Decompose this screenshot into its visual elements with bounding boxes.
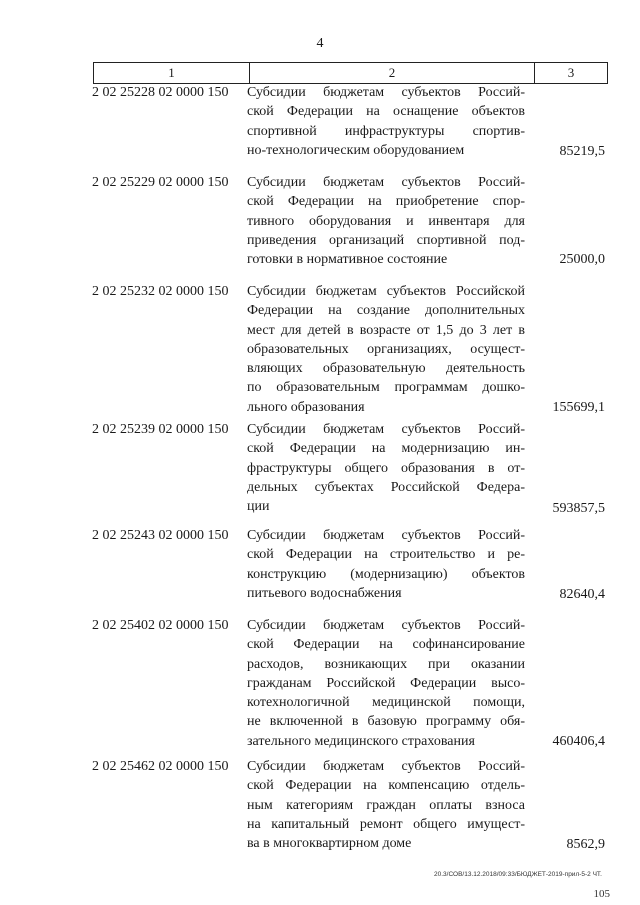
- description-line: вляющих образовательную деятельность: [247, 361, 525, 377]
- description-line: фраструктуры общего образования в от-: [247, 460, 525, 476]
- description-line: ской Федерации на компенсацию отдель-: [247, 778, 525, 794]
- description-line: ным категориям граждан оплаты взноса: [247, 797, 525, 813]
- budget-code: 2 02 25239 02 0000 150: [92, 422, 229, 437]
- table-header: [93, 62, 608, 84]
- header-col-3: 3: [567, 65, 575, 80]
- corner-page-mark: 105: [593, 888, 610, 900]
- description-line: Субсидии бюджетам субъектов Российской: [247, 284, 525, 299]
- description-line: приведения организаций спортивной под-: [247, 232, 525, 248]
- description-line: конструкцию (модернизацию) объектов: [247, 566, 525, 582]
- description-line: ции: [247, 499, 270, 515]
- description-line: ской Федерации на софинансирование: [247, 637, 525, 653]
- row-description: [247, 83, 525, 160]
- description-line: образовательных организациях, осущест-: [247, 341, 525, 357]
- description-line: зательного медицинского страхования: [247, 733, 475, 749]
- row-description: [247, 757, 525, 853]
- description-line: не включенной в базовую программу обя-: [247, 714, 525, 730]
- description-line: Федерации на создание дополнительных: [247, 303, 525, 319]
- budget-code: 2 02 25228 02 0000 150: [92, 85, 229, 100]
- budget-code: 2 02 25462 02 0000 150: [92, 759, 229, 774]
- row-description: [247, 526, 525, 603]
- budget-code: 2 02 25229 02 0000 150: [92, 175, 229, 190]
- description-line: но-технологическим оборудованием: [247, 142, 465, 158]
- description-line: по образовательным программам дошко-: [247, 380, 525, 396]
- amount: 25000,0: [559, 252, 605, 267]
- amount: 8562,9: [566, 837, 605, 852]
- description-line: ской Федерации на оснащение объектов: [247, 104, 525, 120]
- description-line: ва в многоквартирном доме: [247, 836, 412, 852]
- description-line: ской Федерации на приобретение спор-: [247, 194, 525, 210]
- description-line: льного образования: [247, 399, 365, 415]
- description-line: Субсидии бюджетам субъектов Россий-: [247, 175, 525, 190]
- description-line: тивного оборудования и инвентаря для: [247, 213, 525, 229]
- description-line: расходов, возникающих при оказании: [247, 656, 525, 672]
- description-line: спортивной инфраструктуры спортив-: [247, 123, 525, 139]
- amount: 85219,5: [559, 144, 605, 159]
- row-description: [247, 282, 525, 417]
- row-description: [247, 616, 525, 751]
- description-line: мест для детей в возрасте от 1,5 до 3 лет в: [247, 322, 525, 338]
- budget-code: 2 02 25232 02 0000 150: [92, 284, 229, 299]
- description-line: Субсидии бюджетам субъектов Россий-: [247, 422, 525, 437]
- amount: 155699,1: [552, 400, 605, 415]
- description-line: готовки в нормативное состояние: [247, 252, 448, 268]
- budget-code: 2 02 25243 02 0000 150: [92, 528, 229, 543]
- description-line: гражданам Российской Федерации высо-: [247, 675, 525, 691]
- amount: 82640,4: [559, 587, 605, 602]
- description-line: ской Федерации на модернизацию ин-: [247, 441, 525, 457]
- row-description: [247, 173, 525, 269]
- description-line: котехнологичной медицинской помощи,: [247, 695, 525, 711]
- description-line: питьевого водоснабжения: [247, 585, 402, 601]
- description-line: Субсидии бюджетам субъектов Россий-: [247, 759, 525, 774]
- page-number: 4: [316, 36, 324, 51]
- description-line: ской Федерации на строительство и ре-: [247, 547, 525, 563]
- description-line: Субсидии бюджетам субъектов Россий-: [247, 528, 525, 543]
- header-col-2: 2: [250, 63, 535, 83]
- footer-stamp: 20.3/СОВ/13.12.2018/09:33/БЮДЖЕТ-2019-прил-5-2 ЧТ.: [434, 871, 602, 878]
- header-col-1: 1: [94, 63, 250, 83]
- description-line: Субсидии бюджетам субъектов Россий-: [247, 85, 525, 100]
- budget-code: 2 02 25402 02 0000 150: [92, 618, 229, 633]
- description-line: на капитальный ремонт общего имущест-: [247, 816, 525, 832]
- description-line: дельных субъектах Российской Федера-: [247, 479, 525, 495]
- description-line: Субсидии бюджетам субъектов Россий-: [247, 618, 525, 633]
- row-description: [247, 420, 525, 516]
- amount: 460406,4: [552, 734, 605, 749]
- amount: 593857,5: [552, 501, 605, 516]
